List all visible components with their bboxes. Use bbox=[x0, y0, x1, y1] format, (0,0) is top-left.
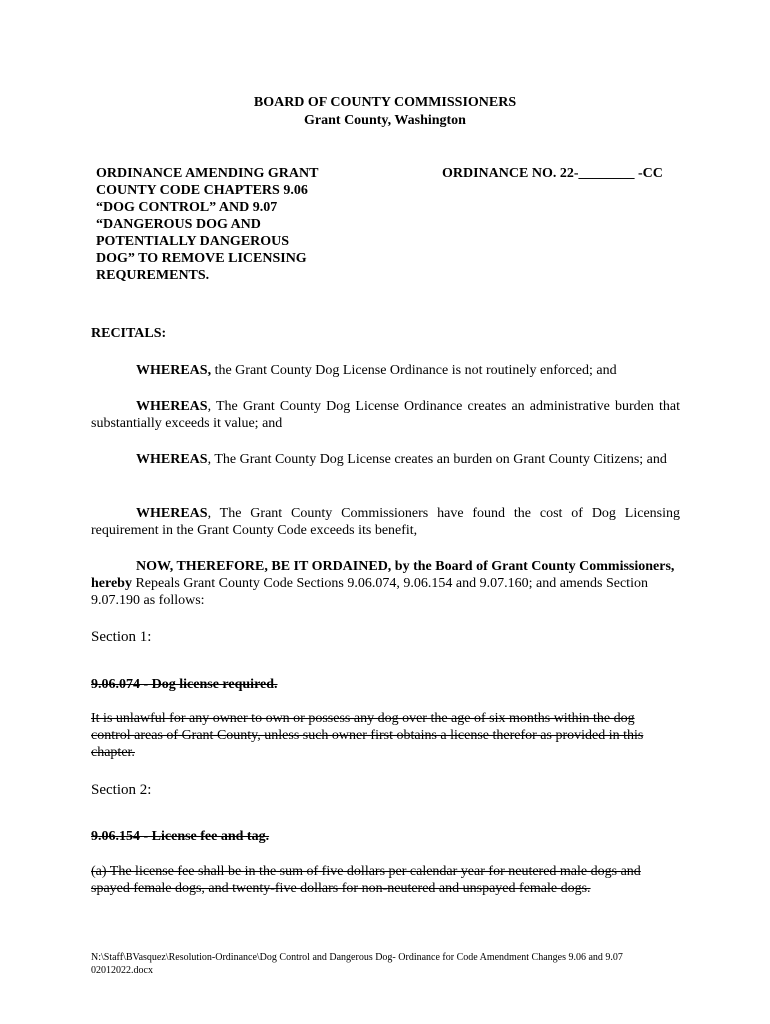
section-heading: 9.06.074 - Dog license required. bbox=[91, 677, 278, 692]
section-body: (a) The license fee shall be in the sum of five dollars per calendar year for neutered male dogs and spayed female dogs, and twenty-five dollars for non-neutered and unspayed female dogs. bbox=[91, 864, 641, 896]
ordinance-title-line: REQUREMENTS. bbox=[96, 268, 210, 283]
ordinance-title-line: ORDINANCE AMENDING GRANT bbox=[96, 166, 319, 181]
ordain-text: Repeals Grant County Code Sections 9.06.074, 9.06.154 and 9.07.160; and amends Section 9.07.190 as follows: bbox=[91, 576, 648, 608]
county-heading: Grant County, Washington bbox=[304, 113, 466, 128]
ordinance-title-line: “DOG CONTROL” AND 9.07 bbox=[96, 200, 278, 215]
recital-lead: WHEREAS bbox=[136, 399, 208, 414]
section-label: Section 2: bbox=[91, 782, 152, 798]
recital-lead: WHEREAS bbox=[136, 506, 208, 521]
ordinance-title-line: DOG” TO REMOVE LICENSING bbox=[96, 251, 307, 266]
recital-text: the Grant County Dog License Ordinance is not routinely enforced; and bbox=[211, 363, 617, 378]
recital-paragraph bbox=[91, 362, 680, 379]
ordinance-number: ORDINANCE NO. 22-________ -CC bbox=[442, 166, 663, 181]
section-label: Section 1: bbox=[91, 629, 152, 645]
section-body: It is unlawful for any owner to own or possess any dog over the age of six months within the dog control areas of Grant County, unless such owner first obtains a license therefor as provided in this chapter. bbox=[91, 711, 644, 760]
ordinance-title bbox=[96, 165, 396, 284]
footer-file-path: N:\Staff\BVasquez\Resolution-Ordinance\Dog Control and Dangerous Dog- Ordinance for Code Amendment Changes 9.06 and 9.07 02012022.docx bbox=[91, 952, 623, 976]
ordain-paragraph bbox=[91, 558, 680, 609]
recital-text: , The Grant County Dog License creates an burden on Grant County Citizens; and bbox=[207, 452, 667, 467]
recital-lead: WHEREAS bbox=[136, 452, 208, 467]
recitals-heading: RECITALS: bbox=[91, 326, 167, 341]
recital-paragraph bbox=[91, 505, 680, 539]
ordain-lead: NOW, THEREFORE, BE IT ORDAINED, by the Board of Grant County Commissioners, hereby bbox=[91, 559, 675, 591]
board-heading: BOARD OF COUNTY COMMISSIONERS bbox=[253, 95, 517, 110]
ordinance-title-line: POTENTIALLY DANGEROUS bbox=[96, 234, 290, 249]
recital-lead: WHEREAS, bbox=[136, 363, 212, 378]
recital-text: , The Grant County Dog License Ordinance creates an administrative burden that substantially exceeds it value; and bbox=[91, 399, 680, 431]
recital-text: , The Grant County Commissioners have found the cost of Dog Licensing requirement in the Grant County Code exceeds its benefit, bbox=[91, 506, 680, 538]
ordinance-title-line: COUNTY CODE CHAPTERS 9.06 bbox=[96, 183, 308, 198]
section-heading: 9.06.154 - License fee and tag. bbox=[91, 829, 270, 844]
ordinance-title-line: “DANGEROUS DOG AND bbox=[96, 217, 261, 232]
recital-paragraph bbox=[91, 398, 680, 432]
recital-paragraph bbox=[91, 451, 680, 468]
